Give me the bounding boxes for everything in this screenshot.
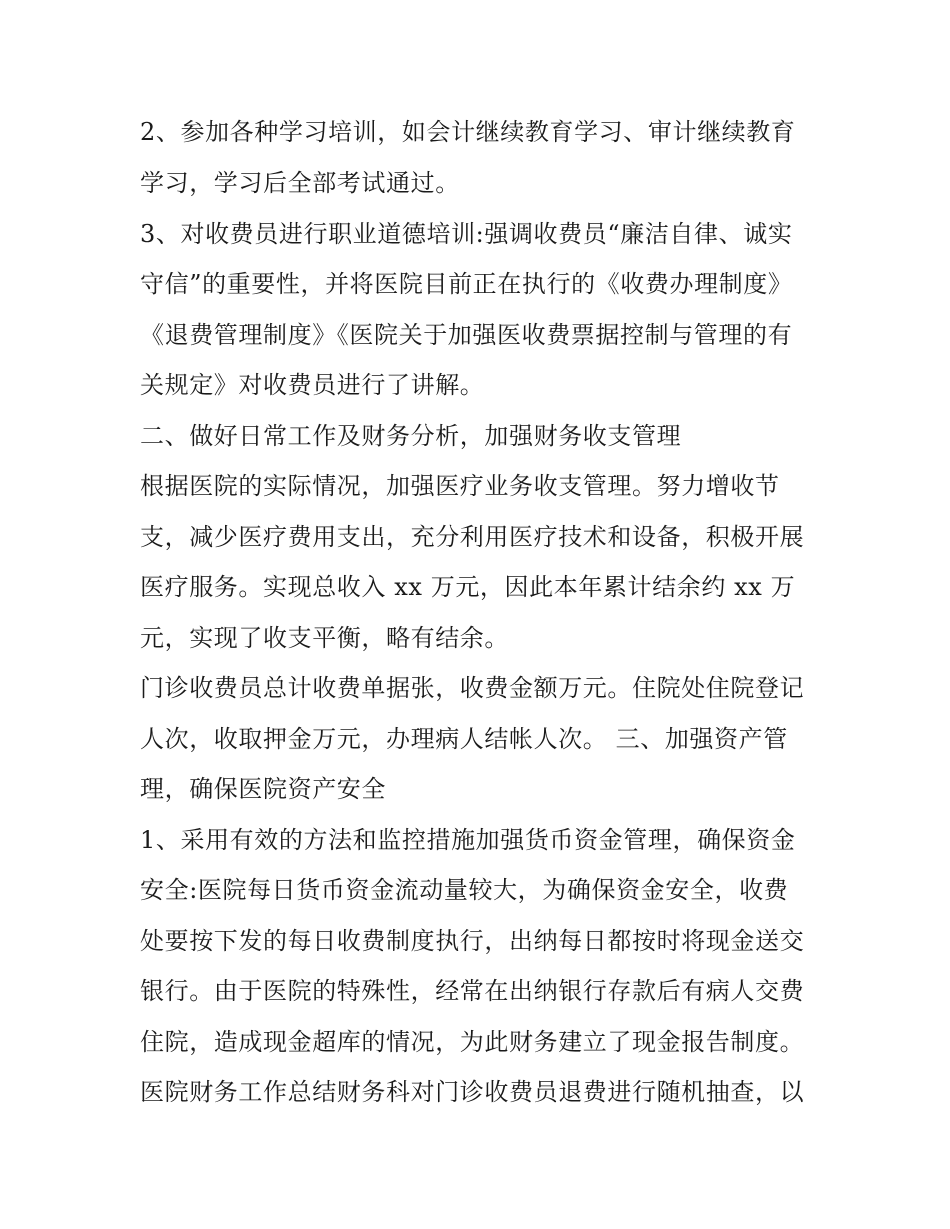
text-line: 1、采用有效的方法和监控措施加强货币资金管理，确保资金 [140, 826, 796, 854]
text-line: 医院财务工作总结财务科对门诊收费员退费进行随机抽查，以 [140, 1078, 805, 1106]
text-line: 理，确保医院资产安全 [140, 775, 386, 803]
section-heading: 二、做好日常工作及财务分析，加强财务收支管理 [140, 422, 682, 450]
text-line: 2、参加各种学习培训，如会计继续教育学习、审计继续教育 [140, 118, 796, 146]
text-line: 学习，学习后全部考试通过。 [140, 169, 460, 197]
text-line: 守信”的重要性，并将医院目前正在执行的《收费办理制度》 [140, 270, 793, 298]
text-line: 根据医院的实际情况，加强医疗业务收支管理。努力增收节 [140, 472, 780, 500]
text-line: 支，减少医疗费用支出，充分利用医疗技术和设备，积极开展 [140, 523, 805, 551]
text-line: 门诊收费员总计收费单据张，收费金额万元。住院处住院登记 [140, 674, 805, 702]
text-line: 住院，造成现金超库的情况，为此财务建立了现金报告制度。 [140, 1028, 805, 1056]
text-line: 关规定》对收费员进行了讲解。 [140, 371, 485, 399]
text-line: 医疗服务。实现总收入 xx 万元，因此本年累计结余约 xx 万 [140, 573, 796, 601]
text-line: 安全:医院每日货币资金流动量较大，为确保资金安全，收费 [140, 876, 789, 904]
text-line: 《退费管理制度》《医院关于加强医收费票据控制与管理的有 [140, 321, 793, 349]
text-line: 元，实现了收支平衡，略有结余。 [140, 624, 509, 652]
text-line: 人次，收取押金万元，办理病人结帐人次。 三、加强资产管 [140, 725, 788, 753]
text-line: 3、对收费员进行职业道德培训:强调收费员“廉洁自律、诚实 [140, 220, 793, 248]
text-line: 处要按下发的每日收费制度执行，出纳每日都按时将现金送交 [140, 927, 805, 955]
text-line: 银行。由于医院的特殊性，经常在出纳银行存款后有病人交费 [140, 977, 805, 1005]
